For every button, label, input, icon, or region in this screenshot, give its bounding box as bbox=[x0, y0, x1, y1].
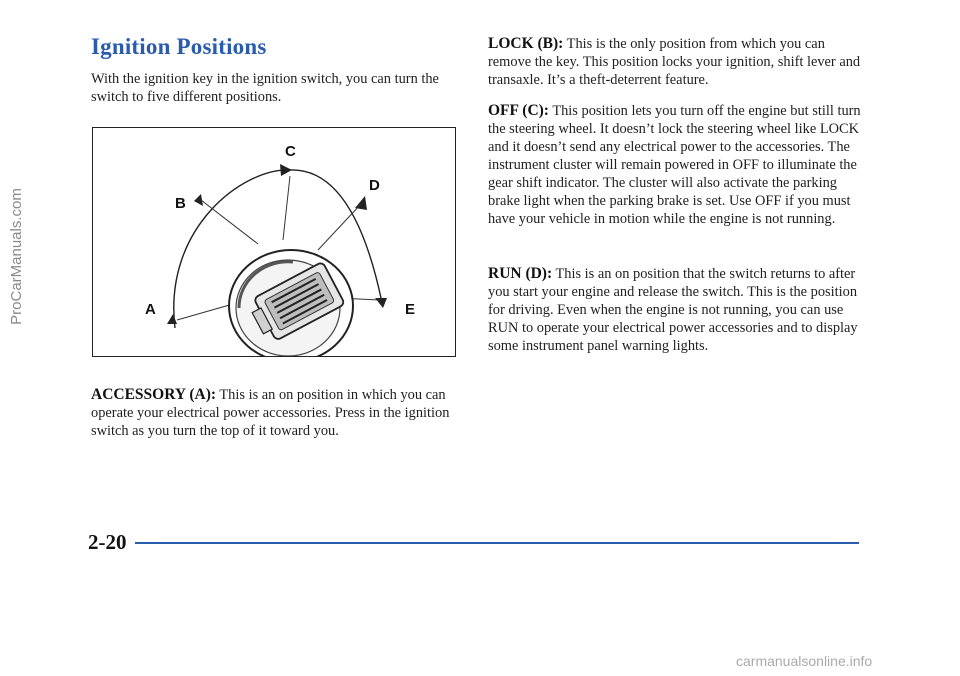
ignition-diagram-svg bbox=[93, 128, 456, 357]
intro-paragraph: With the ignition key in the ignition switch, you can turn the switch to five different positions. bbox=[91, 71, 439, 105]
off-paragraph bbox=[488, 102, 863, 228]
accessory-text: This is an on position in which you can operate your electrical power accessories. Press in the ignition switch as you turn the top of it toward you. bbox=[91, 387, 450, 439]
accessory-paragraph bbox=[91, 386, 466, 440]
label-c: C bbox=[285, 143, 296, 160]
footer-rule bbox=[135, 542, 859, 544]
accessory-lead: ACCESSORY (A): bbox=[91, 386, 217, 403]
ignition-switch-diagram bbox=[92, 127, 456, 357]
run-lead: RUN (D): bbox=[488, 265, 553, 282]
lock-lead: LOCK (B): bbox=[488, 35, 564, 52]
run-text: This is an on position that the switch returns to after you start your engine and release the switch. This is the position for driving. Even when the engine is not running, you can use RUN to operate your electrical power accessories and to display some instrument panel warning lights. bbox=[488, 266, 858, 354]
label-d: D bbox=[369, 177, 380, 194]
lock-text: This is the only position from which you can remove the key. This position locks your ignition, shift lever and transaxle. It’s a theft-deterrent feature. bbox=[488, 36, 861, 88]
label-e: E bbox=[405, 301, 416, 318]
lock-paragraph bbox=[488, 35, 863, 89]
off-text: This position lets you turn off the engine but still turn the steering wheel. It doesn’t lock the steering wheel like LOCK and it doesn’t send any electrical power to the accessories. The instrument cluster will remain powered in OFF to illuminate the gear shift indicator. The cluster will also activate the parking brake light when the parking brake is set. Use OFF if you must have your vehicle in motion while the engine is not running. bbox=[488, 103, 861, 227]
arrow-c-icon bbox=[280, 164, 292, 176]
side-watermark: ProCarManuals.com bbox=[7, 188, 25, 325]
label-b: B bbox=[175, 195, 186, 212]
off-lead: OFF (C): bbox=[488, 102, 549, 119]
bottom-watermark: carmanualsonline.info bbox=[736, 653, 873, 669]
label-a: A bbox=[145, 301, 156, 318]
run-paragraph bbox=[488, 265, 863, 355]
section-title: Ignition Positions bbox=[91, 34, 267, 59]
arrow-a-icon bbox=[167, 314, 177, 324]
page-number: 2-20 bbox=[88, 530, 127, 554]
